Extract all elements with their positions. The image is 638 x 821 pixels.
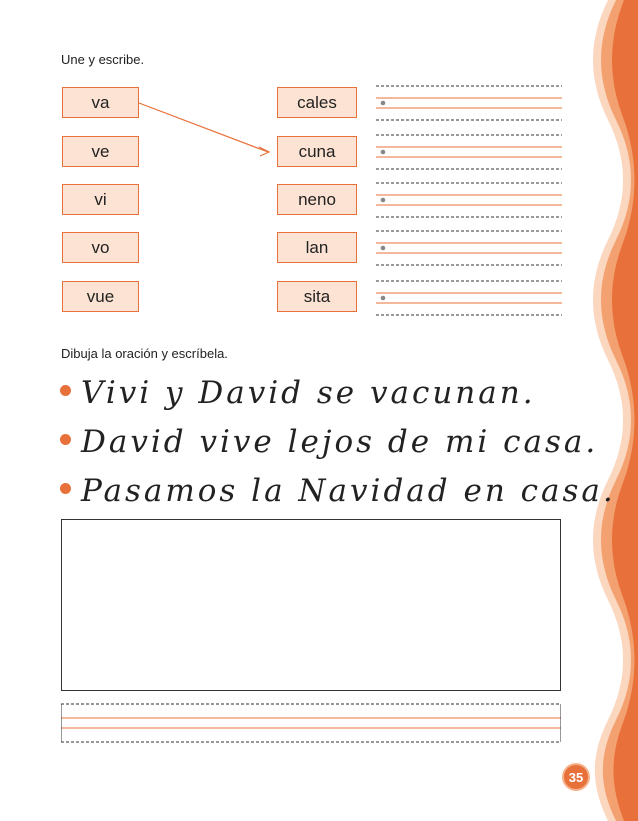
sentence-text: Vivi y David se vacunan.	[81, 375, 536, 411]
sentence	[60, 473, 616, 509]
left-syllable-box[interactable]: vo	[62, 232, 139, 263]
left-syllable-box[interactable]: va	[62, 87, 139, 118]
writing-lines[interactable]	[376, 134, 562, 170]
bullet-icon	[60, 434, 71, 445]
right-syllable-box[interactable]: cuna	[277, 136, 357, 167]
left-syllable-box[interactable]: ve	[62, 136, 139, 167]
instruction-dibuja: Dibuja la oración y escríbela.	[61, 346, 228, 361]
right-syllable-box[interactable]: neno	[277, 184, 357, 215]
right-syllable-box[interactable]: cales	[277, 87, 357, 118]
page-number: 35	[562, 763, 590, 791]
writing-lines[interactable]	[376, 182, 562, 218]
writing-lines[interactable]	[376, 85, 562, 121]
sentence-text: Pasamos la Navidad en casa.	[81, 473, 616, 509]
left-syllable-box[interactable]: vi	[62, 184, 139, 215]
drawing-box[interactable]	[61, 519, 561, 691]
writing-lines[interactable]	[376, 280, 562, 316]
bullet-icon	[60, 385, 71, 396]
sentence	[60, 424, 598, 460]
sentence-text: David vive lejos de mi casa.	[81, 424, 599, 460]
bullet-icon	[60, 483, 71, 494]
right-syllable-box[interactable]: lan	[277, 232, 357, 263]
decorative-wave-border	[568, 0, 638, 821]
sentence	[60, 375, 536, 411]
writing-lines[interactable]	[376, 230, 562, 266]
right-syllable-box[interactable]: sita	[277, 281, 357, 312]
left-syllable-box[interactable]: vue	[62, 281, 139, 312]
instruction-une-escribe: Une y escribe.	[61, 52, 145, 67]
bottom-writing-lines[interactable]	[61, 703, 561, 743]
